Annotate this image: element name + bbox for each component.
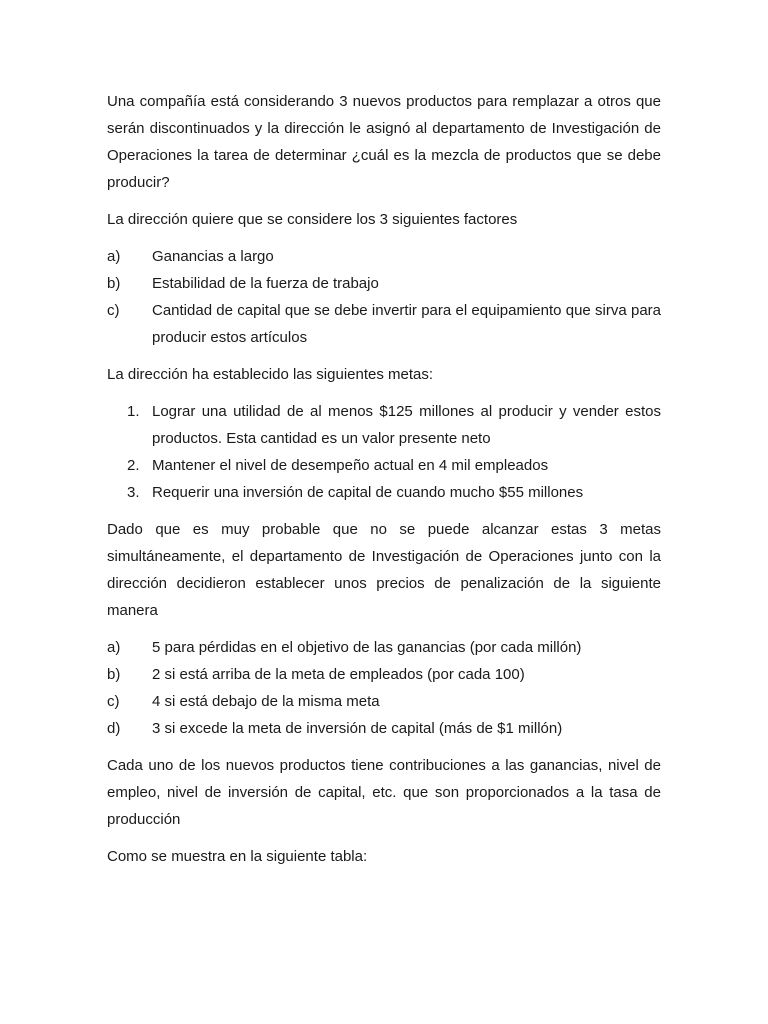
list-marker: 2.: [127, 457, 140, 474]
list-item-text: Ganancias a largo: [152, 248, 274, 265]
goals-intro-paragraph: La dirección ha establecido las siguientes metas:: [107, 366, 434, 383]
list-marker: a): [107, 639, 121, 656]
list-item-text: Requerir una inversión de capital de cuando mucho $55 millones: [152, 484, 584, 501]
list-marker: a): [107, 248, 121, 265]
list-item-text: Mantener el nivel de desempeño actual en 4 mil empleados: [152, 457, 549, 474]
contributions-paragraph: Cada uno de los nuevos productos tiene contribuciones a las ganancias, nivel de empleo, nivel de inversión de capital, etc. que son proporcionados a la tasa de producción: [107, 757, 661, 828]
list-item: [107, 452, 661, 479]
list-item-text: 2 si está arriba de la meta de empleados (por cada 100): [152, 666, 525, 683]
table-intro-paragraph: Como se muestra en la siguiente tabla:: [107, 848, 368, 865]
list-item: [107, 634, 661, 661]
factors-intro-paragraph: La dirección quiere que se considere los 3 siguientes factores: [107, 211, 518, 228]
list-marker: 3.: [127, 484, 140, 501]
list-item: [107, 479, 661, 506]
penalties-list: [107, 634, 661, 742]
list-item-text: Estabilidad de la fuerza de trabajo: [152, 275, 379, 292]
factors-list: [107, 243, 661, 351]
list-item: [107, 297, 661, 351]
list-marker: b): [107, 275, 121, 292]
list-item: [107, 715, 661, 742]
penalty-intro-paragraph: Dado que es muy probable que no se puede alcanzar estas 3 metas simultáneamente, el departamento de Investigación de Operaciones junto con la dirección decidieron establecer unos precios de penalización de la siguiente manera: [107, 521, 661, 619]
list-marker: d): [107, 720, 121, 737]
list-item: [107, 398, 661, 452]
list-marker: c): [107, 302, 120, 319]
list-item-text: Cantidad de capital que se debe invertir para el equipamiento que sirva para producir estos artículos: [152, 302, 661, 346]
document-page: [107, 88, 661, 880]
list-marker: c): [107, 693, 120, 710]
list-item-text: 3 si excede la meta de inversión de capital (más de $1 millón): [152, 720, 563, 737]
list-item-text: 4 si está debajo de la misma meta: [152, 693, 380, 710]
list-item: [107, 661, 661, 688]
goals-list: [107, 398, 661, 506]
list-item: [107, 243, 661, 270]
list-marker: b): [107, 666, 121, 683]
list-item-text: 5 para pérdidas en el objetivo de las ganancias (por cada millón): [152, 639, 582, 656]
list-item: [107, 688, 661, 715]
list-item: [107, 270, 661, 297]
list-marker: 1.: [127, 403, 140, 420]
intro-paragraph: Una compañía está considerando 3 nuevos productos para remplazar a otros que serán discontinuados y la dirección le asignó al departamento de Investigación de Operaciones la tarea de determinar ¿cuál es la mezcla de productos que se debe producir?: [107, 93, 661, 191]
list-item-text: Lograr una utilidad de al menos $125 millones al producir y vender estos productos. Esta cantidad es un valor presente neto: [152, 403, 661, 447]
